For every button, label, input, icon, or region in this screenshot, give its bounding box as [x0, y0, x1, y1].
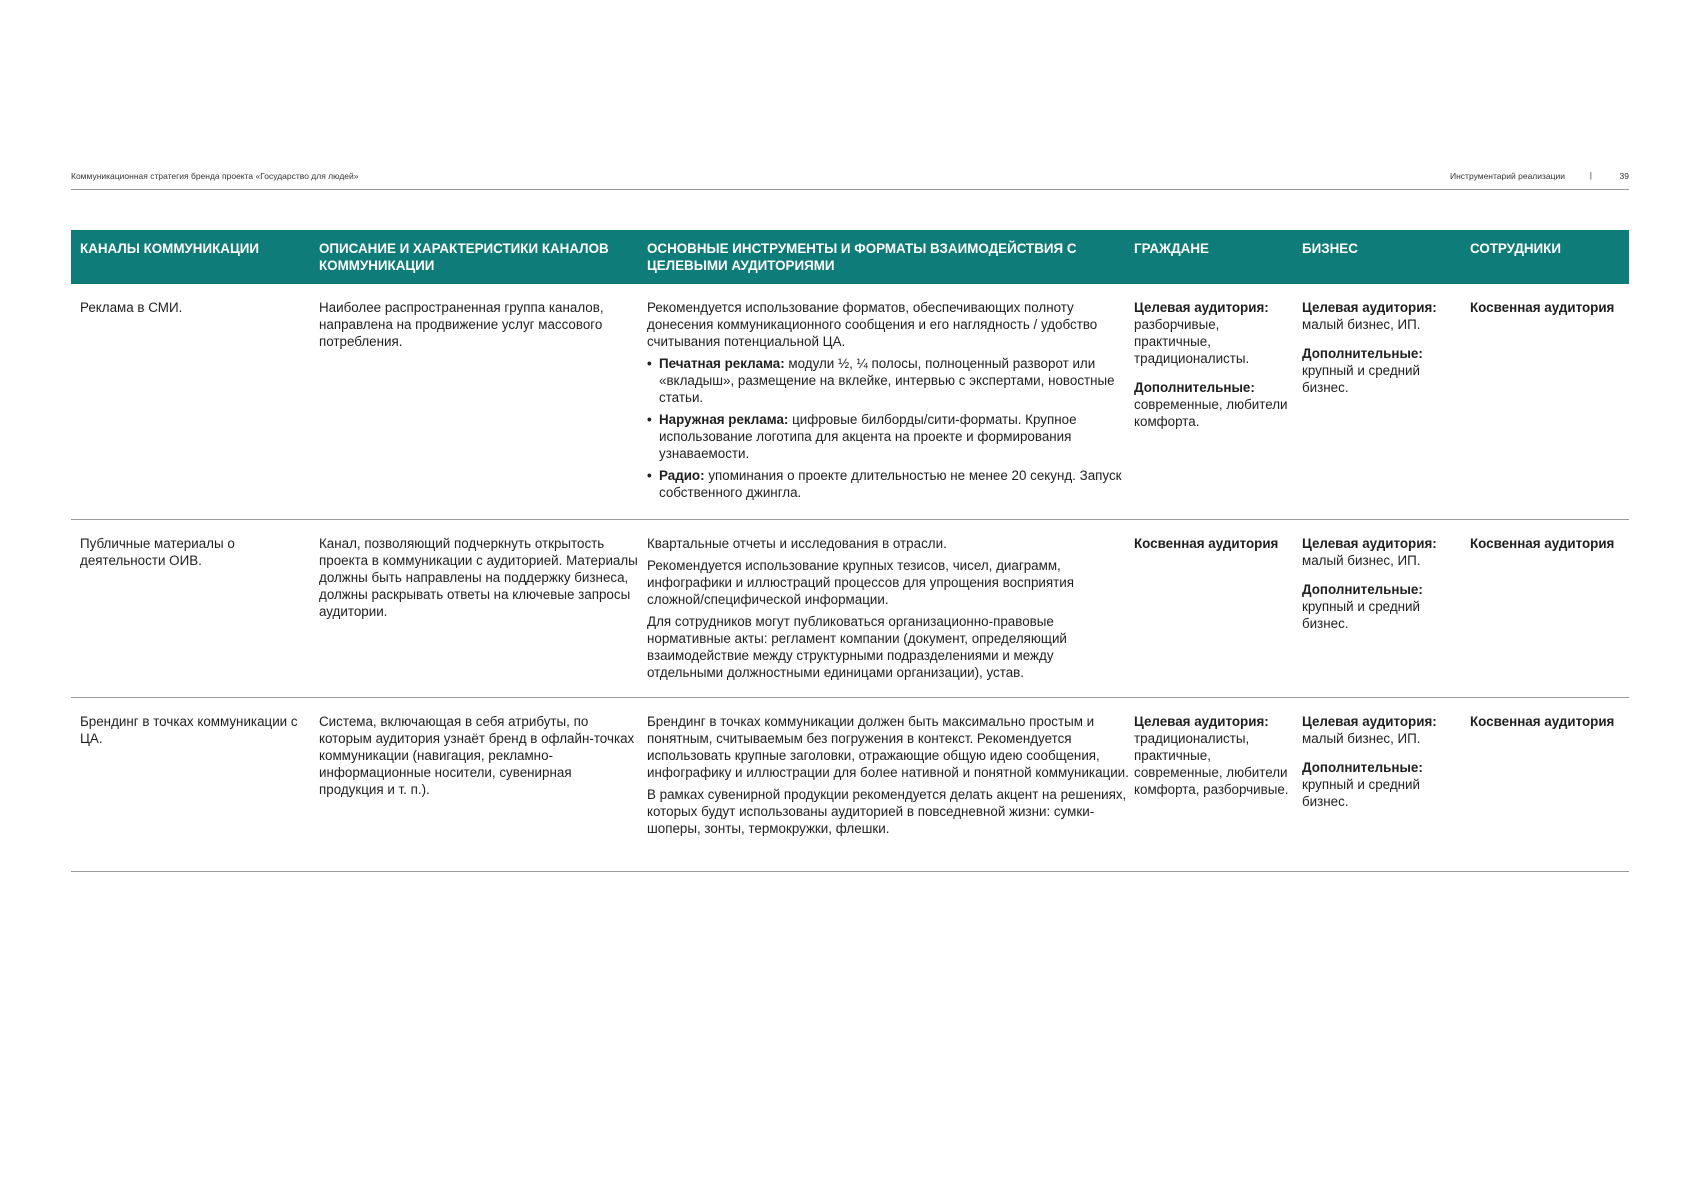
- target-audience: [1302, 713, 1467, 747]
- channel-cell: Брендинг в точках коммуникации с ЦА.: [80, 714, 298, 746]
- audience-label: Дополнительные:: [1302, 346, 1423, 361]
- bullet-label: Радио:: [659, 468, 705, 483]
- audience-label: Целевая аудитория:: [1134, 714, 1269, 729]
- header-separator: |: [1589, 170, 1592, 180]
- table-row: [71, 698, 1629, 872]
- audience-value: малый бизнес, ИП.: [1302, 731, 1421, 746]
- channel-cell: Публичные материалы о деятельности ОИВ.: [80, 536, 235, 568]
- description-cell: Канал, позволяющий подчеркнуть открытость проекта в коммуникации с аудиторией. Материалы должны быть направлены на поддержку бизнеса, должны раскрывать ответы на ключевые запросы аудитории.: [319, 536, 638, 619]
- audience-value: крупный и средний бизнес.: [1302, 777, 1420, 809]
- citizens-cell: Косвенная аудитория: [1134, 536, 1279, 551]
- audience-label: Дополнительные:: [1134, 380, 1255, 395]
- business-cell: [1302, 535, 1467, 644]
- tools-paragraph: Рекомендуется использование крупных тезисов, чисел, диаграмм, инфографики и иллюстраций процессов для упрощения восприятия сложной/специфической информации.: [647, 558, 1075, 607]
- section-title: Инструментарий реализации: [1450, 171, 1565, 181]
- bullet-text: модули ½, ¼ полосы, полноценный разворот или «вкладыш», размещение на вклейке, интервью с экспертами, новостные статьи.: [659, 356, 1115, 405]
- citizens-cell: [1134, 713, 1299, 810]
- audience-value: крупный и средний бизнес.: [1302, 599, 1420, 631]
- tools-cell: [647, 713, 1132, 842]
- tools-cell: [647, 535, 1132, 686]
- bullet-text: цифровые билборды/сити-форматы. Крупное использование логотипа для акцента на проекте и формирования узнаваемости.: [659, 412, 1077, 461]
- running-header: [71, 170, 1629, 190]
- additional-audience: [1302, 581, 1467, 632]
- audience-label: Дополнительные:: [1302, 582, 1423, 597]
- column-header-channels: КАНАЛЫ КОММУНИКАЦИИ: [80, 241, 259, 256]
- bullet-text: упоминания о проекте длительностью не менее 20 секунд. Запуск собственного джингла.: [659, 468, 1122, 500]
- citizens-cell: [1134, 299, 1299, 442]
- tools-list: [647, 355, 1132, 501]
- document-title: Коммуникационная стратегия бренда проекта «Государство для людей»: [71, 171, 359, 181]
- target-audience: [1134, 713, 1299, 798]
- channel-cell: Реклама в СМИ.: [80, 300, 183, 315]
- audience-value: разборчивые, практичные, традиционалисты.: [1134, 317, 1250, 366]
- target-audience: [1134, 299, 1299, 367]
- tools-paragraph: Рекомендуется использование форматов, обеспечивающих полноту донесения коммуникационного сообщения и его наглядность / удобство считывания потенциальной ЦА.: [647, 300, 1098, 349]
- table-row: [71, 284, 1629, 520]
- tools-paragraph: В рамках сувенирной продукции рекомендуется делать акцент на решениях, которых будут использованы аудиторией в повседневной жизни: сумки-шоперы, зонты, термокружки, флешки.: [647, 787, 1127, 836]
- description-cell: Система, включающая в себя атрибуты, по которым аудитория узнаёт бренд в офлайн-точках коммуникации (навигация, рекламно-информационные носители, сувенирная продукция и т. п.).: [319, 714, 635, 797]
- column-header-employees: СОТРУДНИКИ: [1470, 241, 1561, 256]
- tools-paragraph: Квартальные отчеты и исследования в отрасли.: [647, 536, 947, 551]
- page-number: 39: [1619, 171, 1629, 181]
- channels-table: [71, 230, 1629, 872]
- table-header: [71, 230, 1629, 284]
- employees-cell: Косвенная аудитория: [1470, 536, 1615, 551]
- column-header-description: ОПИСАНИЕ И ХАРАКТЕРИСТИКИ КАНАЛОВ КОММУНИКАЦИИ: [319, 241, 609, 273]
- column-header-citizens: ГРАЖДАНЕ: [1134, 241, 1209, 256]
- additional-audience: [1134, 379, 1299, 430]
- bullet-label: Наружная реклама:: [659, 412, 789, 427]
- employees-cell: Косвенная аудитория: [1470, 714, 1615, 729]
- column-header-business: БИЗНЕС: [1302, 241, 1358, 256]
- employees-cell: Косвенная аудитория: [1470, 300, 1615, 315]
- list-item: [647, 467, 1132, 501]
- description-cell: Наиболее распространенная группа каналов, направлена на продвижение услуг массового потребления.: [319, 300, 604, 349]
- target-audience: [1302, 535, 1467, 569]
- audience-label: Целевая аудитория:: [1302, 536, 1437, 551]
- audience-value: традиционалисты, практичные, современные, любители комфорта, разборчивые.: [1134, 731, 1289, 797]
- tools-cell: [647, 299, 1132, 506]
- list-item: [647, 411, 1132, 462]
- audience-label: Целевая аудитория:: [1302, 300, 1437, 315]
- audience-value: малый бизнес, ИП.: [1302, 317, 1421, 332]
- business-cell: [1302, 299, 1467, 408]
- table-row: [71, 520, 1629, 698]
- audience-label: Целевая аудитория:: [1134, 300, 1269, 315]
- audience-label: Целевая аудитория:: [1302, 714, 1437, 729]
- list-item: [647, 355, 1132, 406]
- additional-audience: [1302, 759, 1467, 810]
- bullet-label: Печатная реклама:: [659, 356, 785, 371]
- audience-value: крупный и средний бизнес.: [1302, 363, 1420, 395]
- audience-value: современные, любители комфорта.: [1134, 397, 1288, 429]
- column-header-tools: ОСНОВНЫЕ ИНСТРУМЕНТЫ И ФОРМАТЫ ВЗАИМОДЕЙСТВИЯ С ЦЕЛЕВЫМИ АУДИТОРИЯМИ: [647, 241, 1077, 273]
- business-cell: [1302, 713, 1467, 822]
- target-audience: [1302, 299, 1467, 333]
- tools-paragraph: Для сотрудников могут публиковаться организационно-правовые нормативные акты: регламент компании (документ, определяющий взаимодействие между структурными подразделениями и между отдельными должностными единицами организации), устав.: [647, 614, 1067, 680]
- audience-label: Дополнительные:: [1302, 760, 1423, 775]
- tools-paragraph: Брендинг в точках коммуникации должен быть максимально простым и понятным, считываемым без погружения в контекст. Рекомендуется использовать крупные заголовки, отражающие общую идею сообщения, инфографику и иллюстрации для более нативной и понятной коммуникации.: [647, 714, 1129, 780]
- additional-audience: [1302, 345, 1467, 396]
- audience-value: малый бизнес, ИП.: [1302, 553, 1421, 568]
